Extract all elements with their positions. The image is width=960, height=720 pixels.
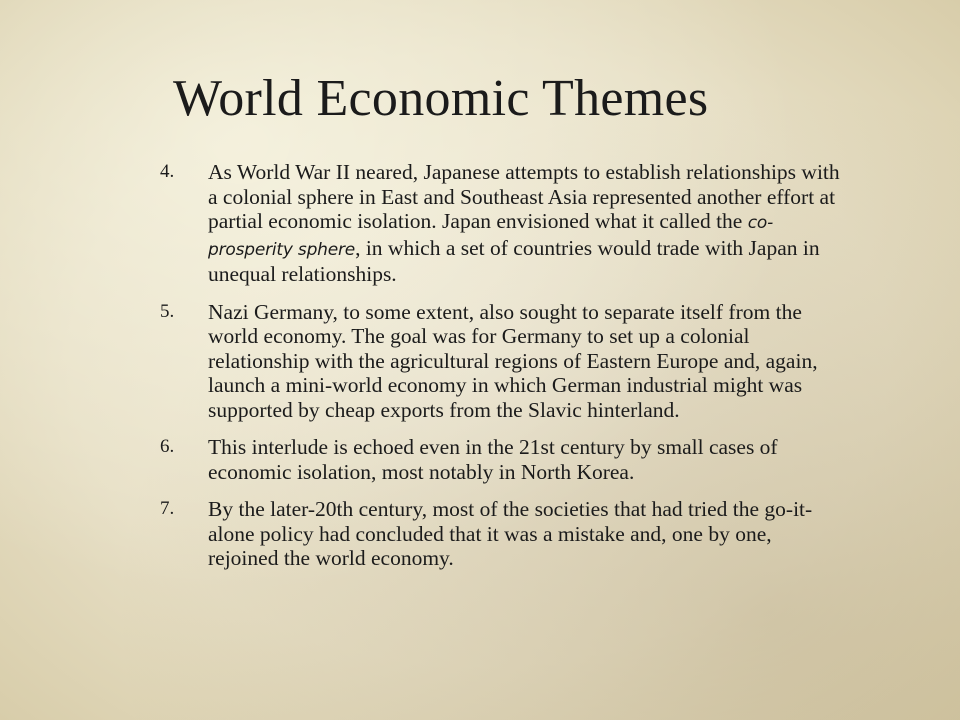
italic-term: co-prosperity sphere [208,213,774,260]
list-item [160,435,840,484]
list-item-number: 4. [160,161,175,182]
list-item-number: 5. [160,300,175,322]
list-item-text: By the later-20th century, most of the societies that had tried the go-it-alone policy had concluded that it was a mistake and, one by one, rejoined the world economy. [208,497,813,570]
list-item-text [208,160,840,287]
list-item-number: 6. [160,436,175,457]
list-item-text: Nazi Germany, to some extent, also sought to separate itself from the world economy. The goal was for Germany to set up a colonial relationship with the agricultural regions of Eastern Europe and, again, launch a mini-world economy in which German industrial might was supported by cheap exports from the Slavic hinterland. [208,299,818,422]
list-item [160,497,840,571]
numbered-list [160,160,840,584]
slide-title: World Economic Themes [173,70,709,127]
list-item-text: This interlude is echoed even in the 21st century by small cases of economic isolation, most notably in North Korea. [208,435,778,484]
list-item-text-part: , in which a set of countries would trade with Japan in unequal relationships. [208,235,820,286]
list-item [160,300,840,423]
list-item [160,160,840,287]
list-item-number: 7. [160,498,175,519]
list-item-text-part: As World War II neared, Japanese attempts to establish relationships with a colonial sphere in East and Southeast Asia represented another effort at partial economic isolation. Japan envisioned what it called the [208,160,840,233]
